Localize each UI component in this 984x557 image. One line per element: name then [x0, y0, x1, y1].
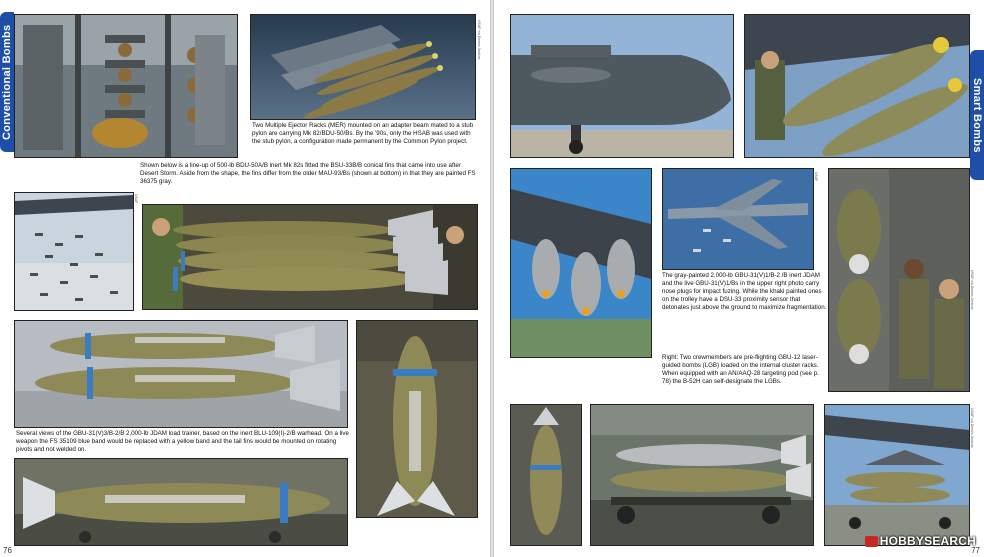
photo-gbu-31-side	[14, 458, 348, 546]
photo-gbu-31-trainer	[14, 320, 348, 428]
photo-b52-bomb-drop	[14, 192, 134, 311]
photo-gbu-31-vertical	[356, 320, 478, 518]
photo-b52-flight	[662, 168, 814, 270]
photo-credit: USAF	[814, 172, 818, 182]
photo-mer-racks	[250, 14, 476, 120]
photo-b52-nose	[510, 14, 734, 158]
photo-crew-jdam	[744, 14, 970, 158]
caption-bdu-50: Shown below is a line-up of 500-lb BDU-50A/B inert Mk 82s fitted the BSU-33B/B conical fins that came into use after Desert Storm. Aside from the shape, the fins differ from the older MAU-93/Bs (shown at bottom) in that they are painted FS 36375 gray.	[140, 162, 476, 185]
page-number: 77	[971, 546, 980, 555]
photo-bomb-vertical	[510, 404, 582, 546]
photo-bomb-bay-racks	[14, 14, 238, 158]
photo-credit: USAF via Dennis Jenkins	[477, 20, 481, 60]
photo-credit: USAF	[134, 194, 138, 204]
photo-b52-lgb-load	[824, 404, 970, 546]
photo-jdam-under-wing	[510, 168, 652, 358]
photo-bdu-50-lineup	[142, 204, 478, 310]
watermark-text: HOBBYSEARCH	[879, 534, 976, 548]
photo-crew-preflight-lgb	[828, 168, 970, 392]
hobbysearch-watermark	[865, 534, 976, 548]
caption-mer-racks: Two Multiple Ejector Racks (MER) mounted on an adapter beam mated to a stub pylon are carrying Mk 82/BDU-50/Bs. By the '90s, only the HSAB was used with the stub pylon, a configuration made permanent by the Common Pylon project.	[252, 122, 474, 145]
section-tab-conventional-bombs: Conventional Bombs	[0, 12, 14, 152]
photo-credit: USAF via Dennis Jenkins	[970, 408, 974, 448]
right-page	[494, 0, 984, 557]
caption-gbu-31: Several views of the GBU-31(V)3/B-2/B 2,000-lb JDAM load trainer, based on the inert BLU-109(I)-2/B warhead. On a live weapon the FS 35109 blue band would be replaced with a yellow band and the tail fins would be mounted on rotating pivots and not welded on.	[16, 430, 349, 453]
page-number: 76	[3, 546, 12, 555]
section-tab-smart-bombs: Smart Bombs	[970, 50, 984, 180]
caption-gbu-12-crew: Right: Two crewmembers are pre-flighting GBU-12 laser-guided bombs (LGB) loaded on the internal cluster racks. When equipped with an AN/AAQ-28 targeting pod (see p. 78) the B-52H can self-designate the LGBs.	[662, 354, 819, 385]
photo-bombs-on-trolley	[590, 404, 814, 546]
caption-gbu-31-jdam: The gray-painted 2,000-lb GBU-31(V)1/B-2 /B inert JDAM and the live GBU-31(V)1/Bs in the upper right photo carry nose plugs for impact fuzing. While the khaki painted ones on the trolley have a DSU-33 proximity sensor that detonates just above the ground to maximize fragmentation.	[662, 272, 827, 311]
left-page	[0, 0, 490, 557]
photo-credit: USAF via Dennis Jenkins	[970, 270, 974, 310]
hobbysearch-logo-icon	[865, 536, 878, 547]
